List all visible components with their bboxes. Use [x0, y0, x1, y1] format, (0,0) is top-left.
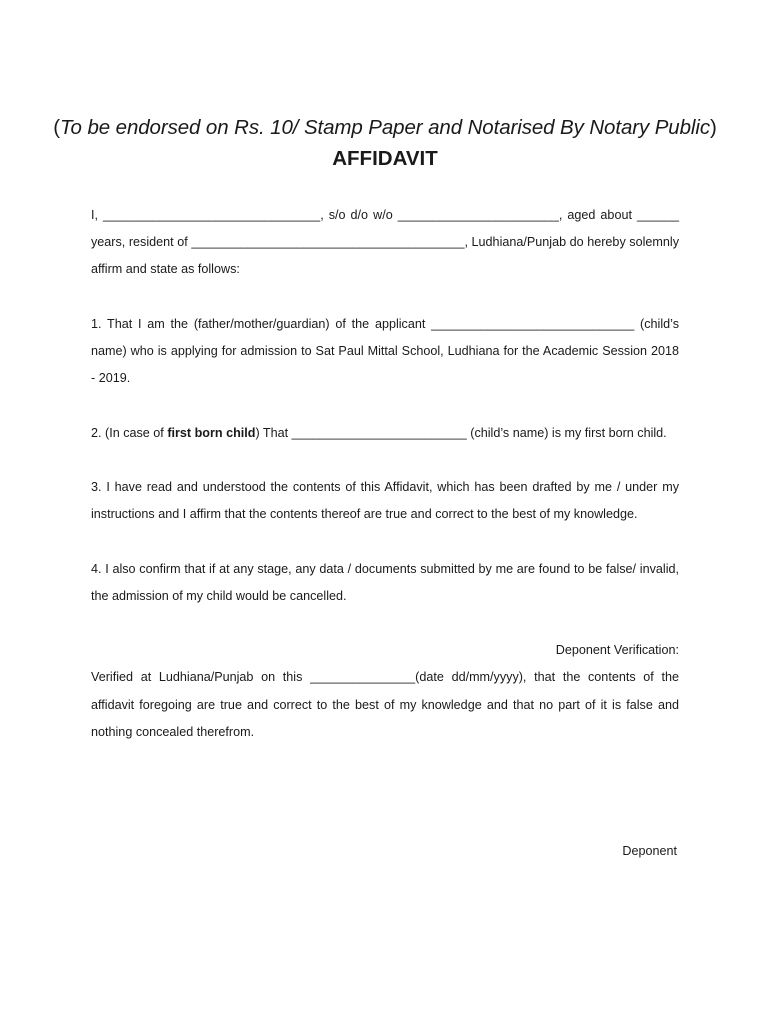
stamp-paper-note-text: To be endorsed on Rs. 10/ Stamp Paper and Notarised By Notary Public	[60, 116, 710, 139]
close-paren: )	[709, 116, 717, 139]
verification-text-b: (date dd/mm/yyyy), that the contents of the affidavit foregoing are true and correct to the best of my knowledge and that no part of it is false and nothing concealed therefrom.	[91, 670, 680, 739]
intro-text-1: I,	[91, 208, 98, 222]
age-blank: ______	[637, 208, 680, 222]
address-blank: _______________________________________	[191, 235, 465, 250]
clause-4: 4. I also confirm that if at any stage, any data / documents submitted by me are found to be false/ invalid, the admission of my child would be cancelled.	[91, 561, 679, 603]
first-born-child-emphasis: first born child	[167, 425, 256, 440]
intro-paragraph	[91, 202, 679, 284]
clause-2	[91, 420, 679, 447]
clause-1	[91, 311, 679, 393]
intro-text-4: years, resident of	[91, 235, 188, 250]
applicant-name-blank: _____________________________	[431, 316, 635, 331]
open-paren: (	[53, 116, 61, 139]
clause-1-text-a: 1. That I am the (father/mother/guardian) of the applicant	[91, 316, 426, 331]
clause-3: 3. I have read and understood the contents of this Affidavit, which has been drafted by me / under my instructions and I affirm that the contents thereof are true and correct to the best of my knowledge.	[91, 479, 679, 522]
affidavit-body	[91, 202, 679, 773]
parent-name-blank: _______________________	[397, 208, 559, 222]
intro-text-3: , aged about	[558, 208, 632, 222]
name-blank: _______________________________	[103, 208, 321, 222]
verification-paragraph	[91, 664, 679, 746]
clause-2-text-b: ) That	[255, 425, 289, 440]
intro-text-2: , s/o d/o w/o	[320, 208, 393, 222]
deponent-signature-label: Deponent	[622, 844, 677, 858]
intro-text-5: , Ludhiana/Punjab do hereby solemnly affirm and state as follows:	[91, 235, 679, 277]
verification-text-a: Verified at Ludhiana/Punjab on this	[91, 670, 303, 685]
date-blank: _______________	[310, 670, 416, 685]
stamp-paper-note	[0, 114, 770, 142]
clause-1-text-b: (child’s name) who is applying for admission to Sat Paul Mittal School, Ludhiana for the Academic Session 2018 - 2019.	[91, 316, 680, 386]
first-born-name-blank: _________________________	[291, 425, 467, 440]
verification-heading: Deponent Verification:	[555, 643, 679, 658]
document-title: AFFIDAVIT	[332, 147, 438, 170]
clause-2-text-c: (child’s name) is my first born child.	[470, 425, 667, 440]
clause-2-text-a: 2. (In case of	[91, 425, 164, 440]
